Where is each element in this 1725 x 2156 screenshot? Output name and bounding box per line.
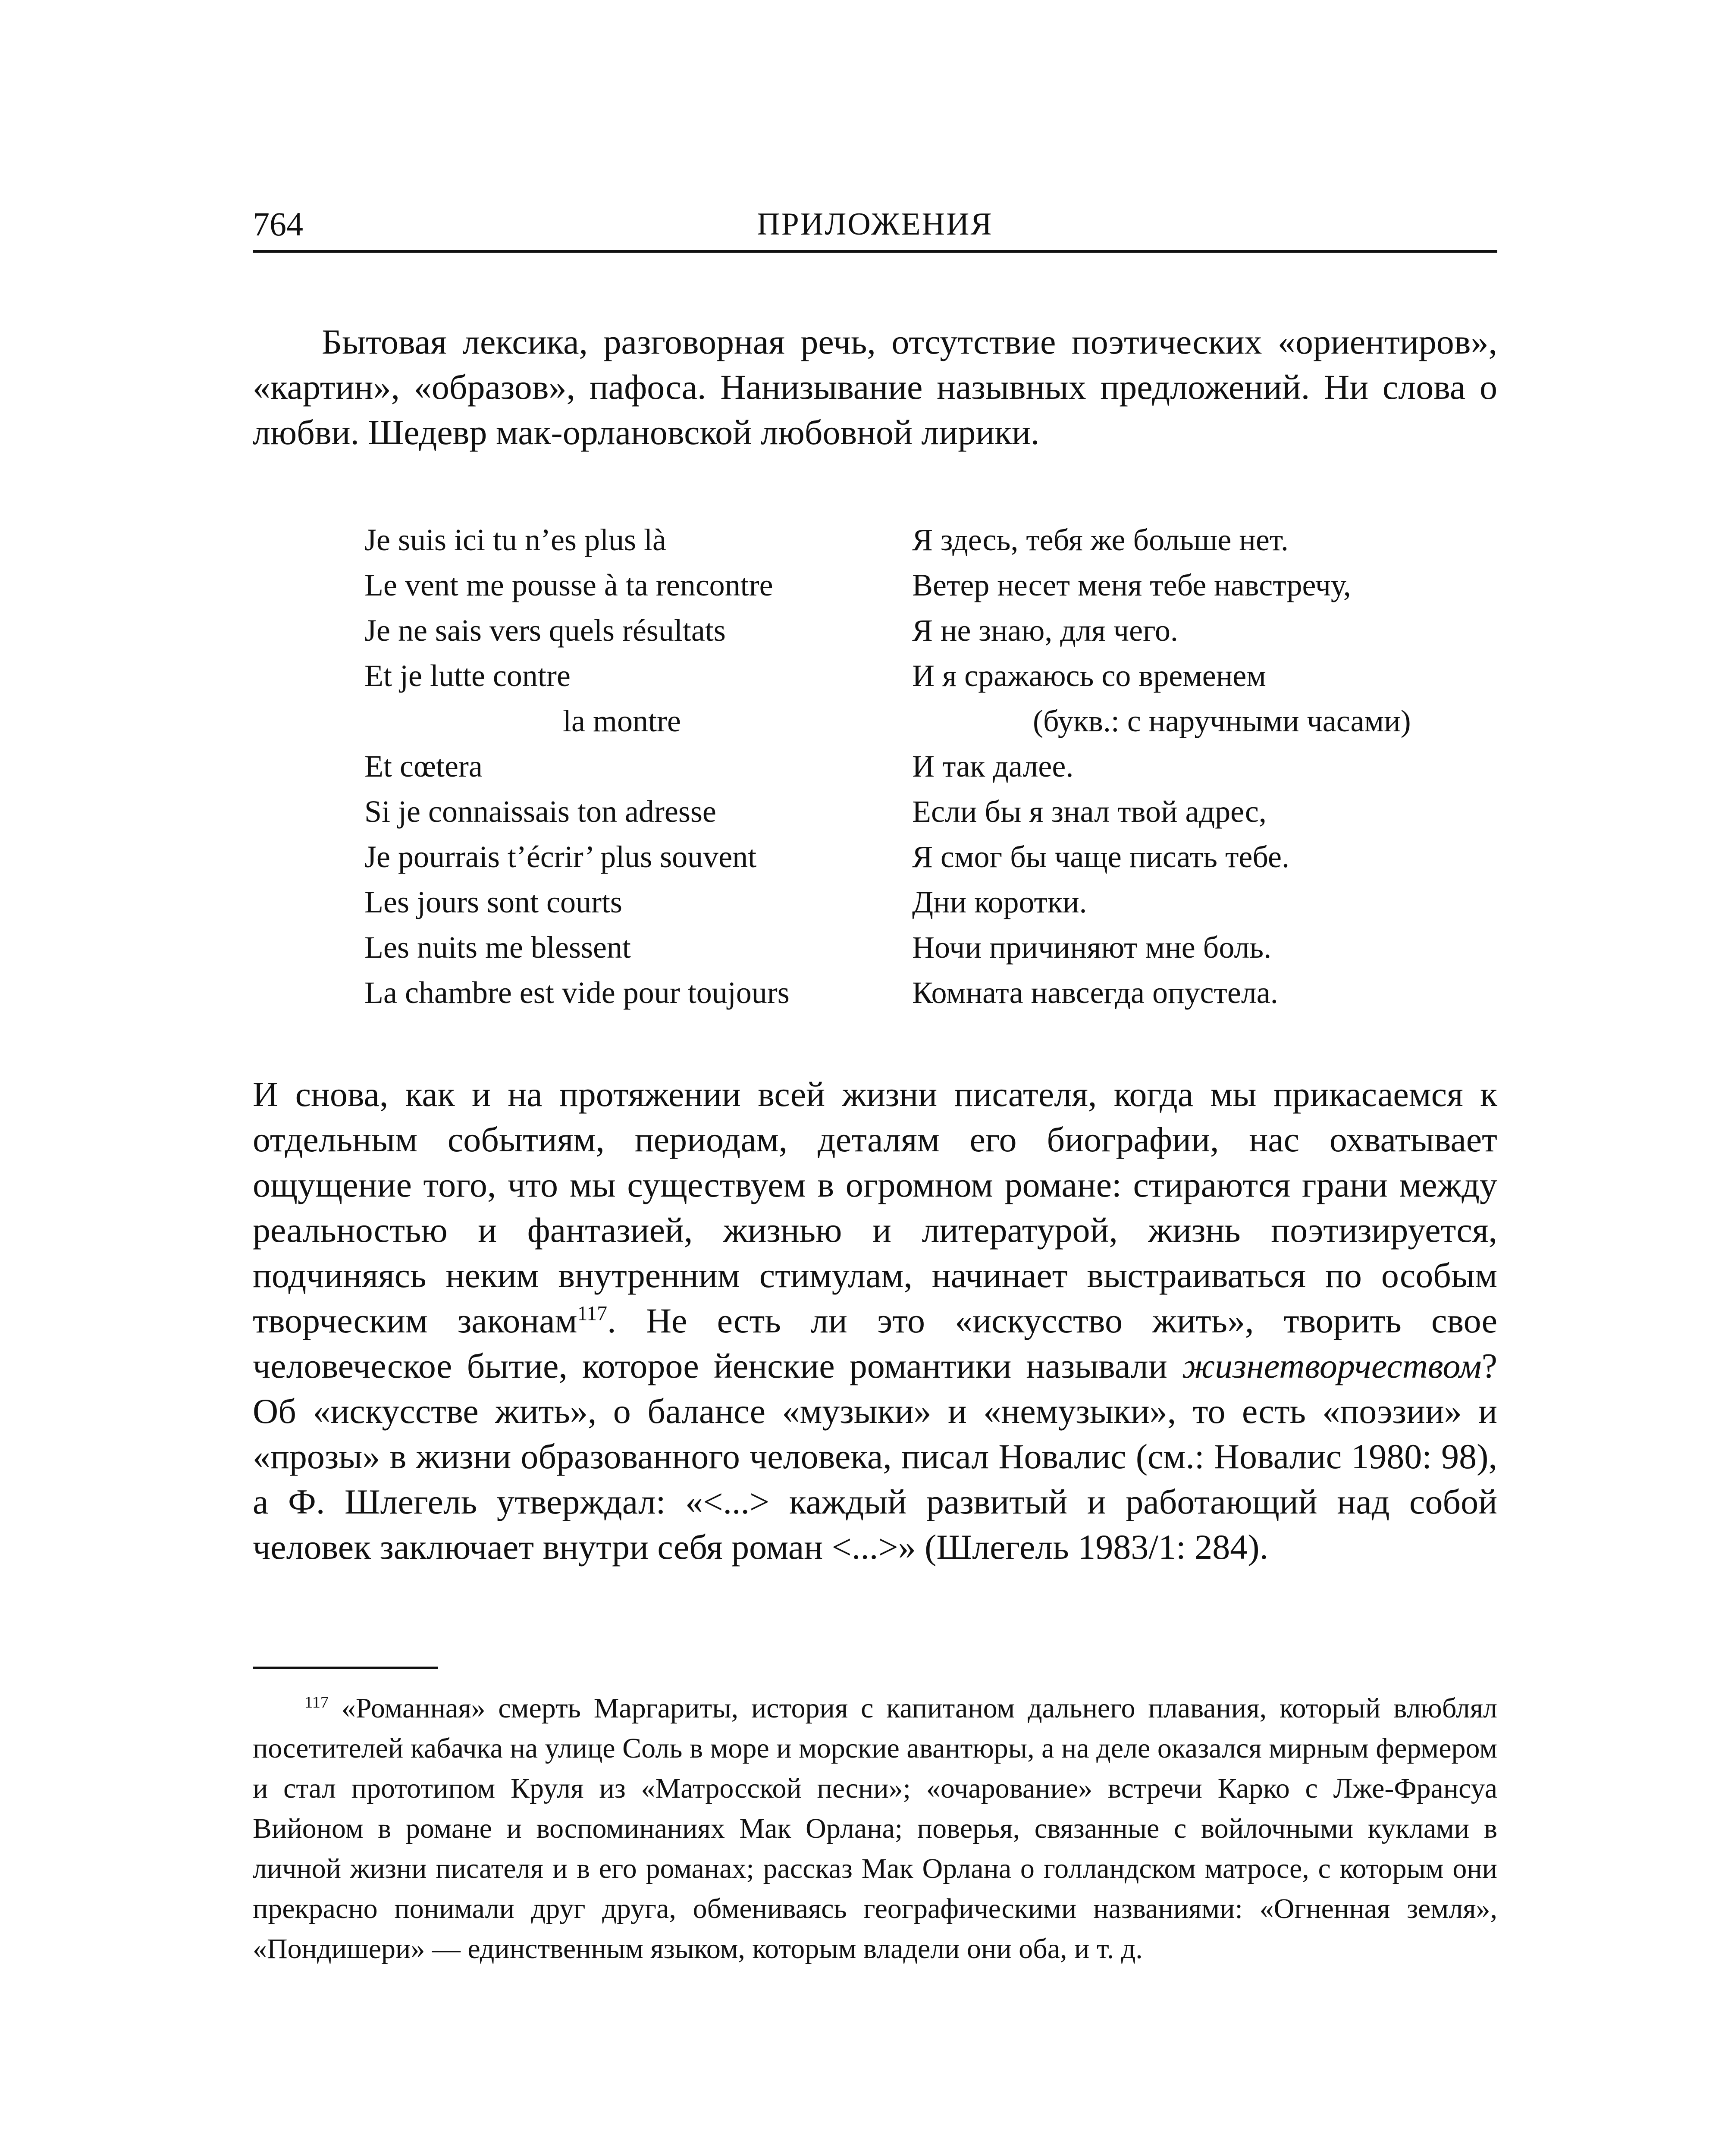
main-paragraph-text: ? Об «искусстве жить», о балансе «музыки» и «немузыки», то есть «поэзии» и «прозы» в жизни образованного человека, писал Новалис (см.: Новалис 1980: 98), а Ф. Шлегель утверждал: «<...> каждый развитый и работающий над собой человек заключает внутри себя роман <...>» (Шлегель 1983/1: 284). [253, 1346, 1497, 1567]
footnote [253, 1688, 1497, 1969]
footnote-number: 117 [304, 1693, 329, 1711]
main-paragraph [253, 1072, 1497, 1570]
poem-french-line: Les nuits me blessent [364, 930, 631, 965]
poem-french-line: La chambre est vide pour toujours [364, 975, 790, 1010]
footnote-text: «Романная» смерть Маргариты, история с капитаном дальнего плавания, который влюблял посетителей кабачка на улице Соль в море и морские авантюры, а на деле оказался мирным фермером и стал прототипом Круля из «Матросской песни»; «очарование» встречи Карко с Лже-Франсуа Вийоном в романе и воспоминаниях Мак Орлана; поверья, связанные с войлочными куклами в личной жизни писателя и в его романах; рассказ Мак Орлана о голландском матросе, с которым они прекрасно понимали друг друга, обмениваясь географическими названиями: «Огненная земля», «Пондишери» — единственным языком, которым владели они оба, и т. д. [253, 1692, 1497, 1965]
poem-russian-line: Я смог бы чаще писать тебе. [912, 840, 1290, 874]
poem-russian-line: И я сражаюсь со временем [912, 658, 1266, 693]
poem-russian-line: Комната навсегда опустела. [912, 975, 1278, 1010]
poem-french-line: Je ne sais vers quels résultats [364, 613, 726, 648]
intro-paragraph: Бытовая лексика, разговорная речь, отсутствие поэтических «ориентиров», «картин», «образов», пафоса. Нанизывание назывных предложений. Ни слова о любви. Шедевр мак-орлановской любовной лирики. [253, 322, 1497, 452]
poem-russian-line: И так далее. [912, 749, 1074, 783]
italic-term: жизнетворчеством [1182, 1346, 1482, 1385]
poem-french-line: la montre [563, 704, 681, 738]
poem-russian-line: Ночи причиняют мне боль. [912, 930, 1272, 965]
page-number: 764 [253, 205, 303, 243]
poem-french-line: Si je connaissais ton adresse [364, 794, 716, 829]
running-header [253, 203, 1497, 253]
poem-russian-line: (букв.: с наручными часами) [1033, 704, 1411, 738]
poem-russian-line: Я не знаю, для чего. [912, 613, 1178, 648]
poem-russian-column [912, 517, 1516, 1015]
poem-russian-line: Ветер несет меня тебе навстречу, [912, 568, 1351, 602]
poem-french-line: Je suis ici tu n’es plus là [364, 523, 666, 557]
poem-russian-line: Я здесь, тебя же больше нет. [912, 523, 1289, 557]
section-title: ПРИЛОЖЕНИЯ [757, 207, 993, 242]
poem-russian-line: Если бы я знал твой адрес, [912, 794, 1267, 829]
poem-french-line: Le vent me pousse à ta rencontre [364, 568, 773, 602]
poem-french-column [364, 517, 860, 1015]
footnote-reference[interactable]: 117 [577, 1302, 608, 1325]
poem-russian-line: Дни коротки. [912, 885, 1087, 919]
footnote-divider [253, 1667, 438, 1669]
main-paragraph-text: И снова, как и на протяжении всей жизни писателя, когда мы прикасаемся к отдельным событиям, периодам, деталям его биографии, нас охватывает ощущение того, что мы существуем в огромном романе: стираются грани между реальностью и фантазией, жизнью и литературой, жизнь поэтизируется, подчиняясь неким внутренним стимулам, начинает выстраиваться по особым творческим законам [253, 1075, 1497, 1340]
poem-french-line: Les jours sont courts [364, 885, 622, 919]
poem-french-line: Et cœtera [364, 749, 483, 783]
poem-french-line: Et je lutte contre [364, 658, 571, 693]
poem-french-line: Je pourrais t’écrir’ plus souvent [364, 840, 757, 874]
main-paragraph-text: . Не есть ли это «искусство жить», творить свое человеческое бытие, которое йенские романтики называли [253, 1301, 1497, 1385]
